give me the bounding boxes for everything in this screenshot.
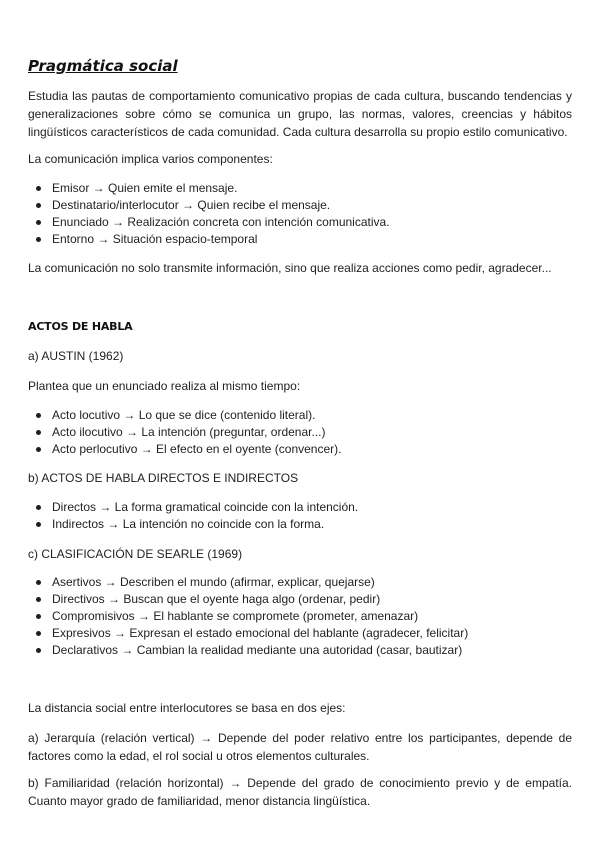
components-intro: La comunicación implica varios componentes:	[28, 152, 273, 166]
document-title: Pragmática social	[28, 57, 178, 75]
searle-list	[28, 574, 468, 659]
direct-acts-title: b) ACTOS DE HABLA DIRECTOS E INDIRECTOS	[28, 471, 299, 485]
list-item: Compromisivos → El hablante se compromete (prometer, amenazar)	[28, 608, 468, 625]
list-item: Directivos → Buscan que el oyente haga algo (ordenar, pedir)	[28, 591, 468, 608]
list-item: Indirectos → La intención no coincide con la forma.	[28, 516, 358, 533]
searle-title: c) CLASIFICACIÓN DE SEARLE (1969)	[28, 547, 243, 561]
list-item: Emisor → Quien emite el mensaje.	[28, 180, 390, 197]
social-distance-intro: La distancia social entre interlocutores se basa en dos ejes:	[28, 701, 346, 715]
list-item: Directos → La forma gramatical coincide con la intención.	[28, 499, 358, 516]
list-item: Expresivos → Expresan el estado emocional del hablante (agradecer, felicitar)	[28, 625, 468, 642]
austin-intro: Plantea que un enunciado realiza al mismo tiempo:	[28, 379, 301, 393]
list-item: Acto ilocutivo → La intención (preguntar, ordenar...)	[28, 424, 341, 441]
list-item: Declarativos → Cambian la realidad mediante una autoridad (casar, bautizar)	[28, 642, 468, 659]
austin-title: a) AUSTIN (1962)	[28, 349, 124, 363]
list-item: Asertivos → Describen el mundo (afirmar, explicar, quejarse)	[28, 574, 468, 591]
familiarity-paragraph: b) Familiaridad (relación horizontal) → Depende del grado de conocimiento previo y de empatía. Cuanto mayor grado de familiaridad, menor distancia lingüística.	[28, 776, 572, 808]
speech-acts-heading: ACTOS DE HABLA	[28, 320, 133, 333]
list-item: Entorno → Situación espacio-temporal	[28, 231, 390, 248]
list-item: Acto perlocutivo → El efecto en el oyente (convencer).	[28, 441, 341, 458]
list-item: Destinatario/interlocutor → Quien recibe el mensaje.	[28, 197, 390, 214]
list-item: Acto locutivo → Lo que se dice (contenido literal).	[28, 407, 341, 424]
intro-paragraph: Estudia las pautas de comportamiento comunicativo propias de cada cultura, buscando tendencias y generalizaciones sobre cómo se comunica un grupo, las normas, valores, creencias y hábitos lingüísticos característicos de cada comunidad. Cada cultura desarrolla su propio estilo comunicativo.	[28, 89, 572, 139]
components-list	[28, 180, 390, 248]
austin-list	[28, 407, 341, 458]
hierarchy-paragraph: a) Jerarquía (relación vertical) → Depende del poder relativo entre los participantes, depende de factores como la edad, el rol social u otros elementos culturales.	[28, 731, 572, 763]
direct-acts-list	[28, 499, 358, 533]
list-item: Enunciado → Realización concreta con intención comunicativa.	[28, 214, 390, 231]
communication-note: La comunicación no solo transmite información, sino que realiza acciones como pedir, agradecer...	[28, 261, 552, 275]
